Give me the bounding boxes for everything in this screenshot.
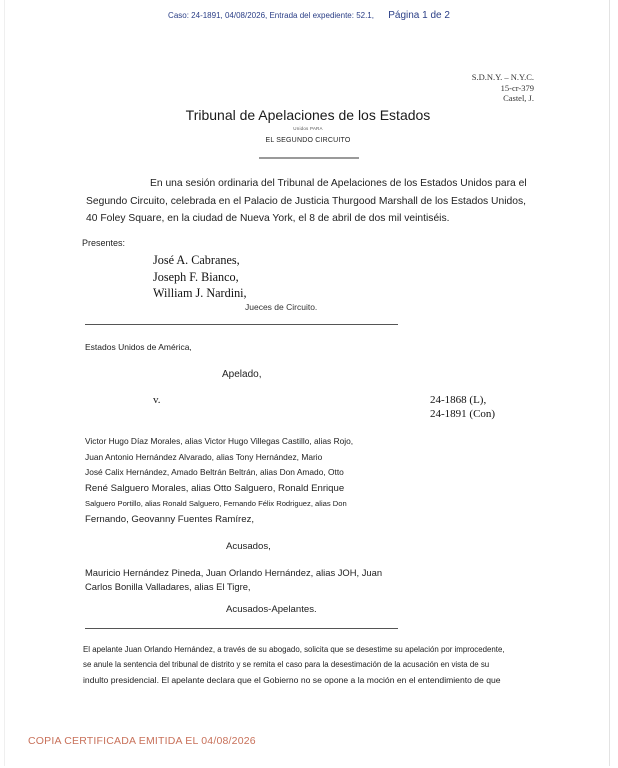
appellants-line: Carlos Bonilla Valladares, alias El Tigre,: [85, 581, 251, 592]
defendants-line: Salguero Portillo, alias Ronald Salguero, Fernando Félix Rodriguez, alias Don: [85, 499, 347, 509]
judges-list: [153, 252, 247, 302]
court-title: Tribunal de Apelaciones de los Estados: [185, 107, 431, 123]
defendants-line: José Calix Hernández, Amado Beltrán Beltrán, alias Don Amado, Otto: [85, 467, 344, 478]
judge-name: Joseph F. Bianco,: [153, 269, 239, 284]
district-case-number: 15-cr-379: [500, 82, 534, 93]
judges-title: Jueces de Circuito.: [245, 302, 318, 312]
intro-line-3: 40 Foley Square, en la ciudad de Nueva York, el 8 de abril de dos mil veintiséis.: [86, 213, 450, 224]
appellee-role: Apelado,: [222, 369, 262, 380]
defendants-line: René Salguero Morales, alias Otto Salguero, Ronald Enrique: [85, 482, 345, 494]
title-divider: [259, 157, 359, 159]
defendants-line: Juan Antonio Hernández Alvarado, alias Tony Hernández, Mario: [85, 451, 323, 462]
defendants-line: Fernando, Geovanny Fuentes Ramírez,: [85, 513, 255, 525]
judge-name: José A. Cabranes,: [153, 253, 240, 267]
motion-line: se anule la sentencia del tribunal de distrito y se remita el caso para la desestimación de la acusación en vista de su: [83, 660, 490, 670]
docket-numbers: [430, 393, 495, 421]
defendants-role: Acusados,: [226, 541, 271, 552]
certification-footer: COPIA CERTIFICADA EMITIDA EL 04/08/2026: [28, 735, 256, 747]
docket-number: 24-1868 (L),: [430, 394, 487, 406]
case-line: Caso: 24-1891, 04/08/2026, Entrada del expediente: 52.1,: [168, 11, 374, 20]
page-indicator: Página 1 de 2: [388, 10, 450, 21]
intro-paragraph: [86, 175, 541, 228]
district-court: S.D.N.Y. – N.Y.C.: [471, 72, 534, 82]
intro-line-2: Segundo Circuito, celebrada en el Palacio de Justicia Thurgood Marshall de los Estados Unidos,: [86, 195, 526, 207]
judge-name: William J. Nardini,: [153, 286, 247, 300]
court-subtitle-small: Unidos PARA: [293, 126, 323, 131]
intro-line-1: En una sesión ordinaria del Tribunal de Apelaciones de los Estados Unidos para el: [150, 178, 527, 189]
district-judge: Castel, J.: [503, 93, 534, 103]
appellants-line: Mauricio Hernández Pineda, Juan Orlando Hernández, alias JOH, Juan: [85, 567, 383, 578]
defendants-line: Victor Hugo Díaz Morales, alias Victor Hugo Villegas Castillo, alias Rojo,: [85, 436, 354, 446]
court-meta: [472, 72, 534, 104]
docket-number: 24-1891 (Con): [430, 408, 496, 420]
motion-line: indulto presidencial. El apelante declara que el Gobierno no se opone a la moción en el entendimiento de que: [83, 674, 501, 685]
court-subtitle: EL SEGUNDO CIRCUITO: [265, 137, 351, 144]
versus: v.: [153, 394, 161, 406]
appellants-list: [85, 566, 405, 594]
divider-line: [85, 628, 398, 629]
defendants-list: [85, 434, 395, 528]
appellee-name: Estados Unidos de América,: [85, 342, 192, 352]
document-header: [0, 10, 618, 21]
presentes-label: Presentes:: [82, 238, 126, 248]
appellants-role: Acusados-Apelantes.: [226, 604, 317, 615]
motion-paragraph: [83, 642, 543, 688]
motion-line: El apelante Juan Orlando Hernández, a través de su abogado, solicita que se desestime su apelación por improcedente,: [83, 645, 505, 654]
divider-line: [85, 324, 398, 325]
